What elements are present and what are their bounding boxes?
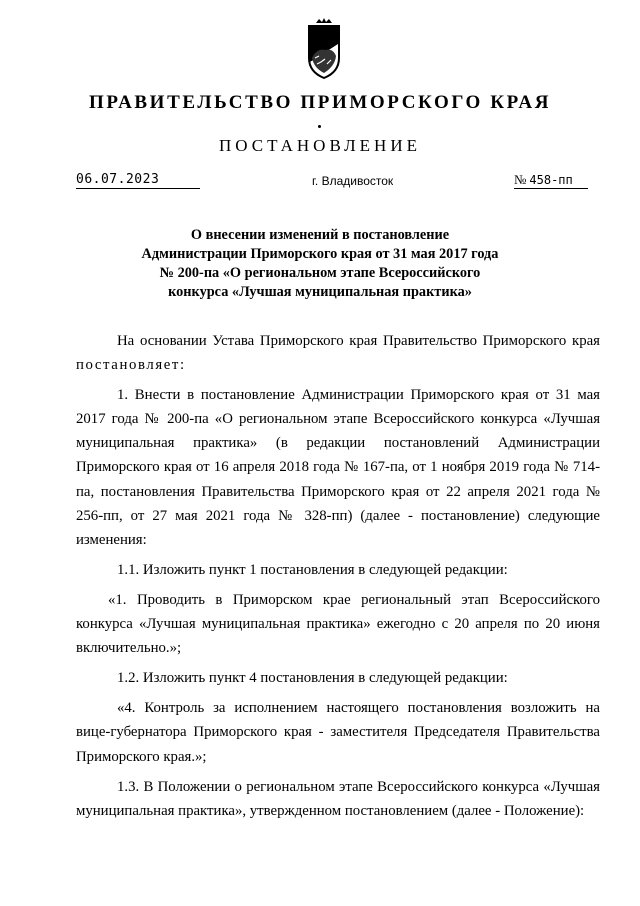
paragraph-1-1: 1.1. Изложить пункт 1 постановления в следующей редакции: (117, 561, 508, 578)
paragraph-1-3: 1.3. В Положении о региональном этапе Всероссийского конкурса «Лучшая муниципальная практика», утвержденном постановлением (далее - Положение): (76, 778, 600, 819)
separator-dot (318, 125, 321, 128)
intro-paragraph (76, 329, 600, 377)
document-date (76, 172, 200, 189)
intro-text: На основании Устава Приморского края Правительство Приморского края (117, 333, 600, 349)
number-prefix: № (514, 172, 527, 187)
paragraph-1-2-text: «4. Контроль за исполнением настоящего постановления возложить на вице-губернатора Приморского края - заместителя Председателя Правительства Приморского края.»; (76, 700, 600, 765)
document-date-value: 06.07.2023 (76, 172, 160, 187)
coat-of-arms-tiger-icon (305, 18, 343, 80)
paragraph-1: 1. Внести в постановление Администрации Приморского края от 31 мая 2017 года № 200-па «О региональном этапе Всероссийского конкурса «Лучшая муниципальная практика» (в редакции постановлений Администрации Приморского края от 16 апреля 2018 года № 167-па, от 1 ноября 2019 года № 714-па, постановления Правительства Приморского края от 22 апреля 2021 года № 256-пп, от 27 мая 2021 года № 328-пп) (далее - постановление) следующие изменения: (76, 387, 600, 548)
number-value: 458-пп (529, 173, 573, 187)
document-number (514, 172, 588, 189)
subject-line: № 200-па «О региональном этапе Всероссийского (159, 265, 481, 281)
government-title: ПРАВИТЕЛЬСТВО ПРИМОРСКОГО КРАЯ (88, 92, 552, 113)
subject-line: О внесении изменений в постановление (190, 227, 450, 243)
subject-line: Администрации Приморского края от 31 мая 2017 года (141, 246, 499, 262)
document-type: ПОСТАНОВЛЕНИЕ (218, 136, 421, 155)
paragraph-1-2: 1.2. Изложить пункт 4 постановления в следующей редакции: (117, 670, 508, 687)
paragraph-1-1-text: «1. Проводить в Приморском крае региональный этап Всероссийского конкурса «Лучшая муниципальная практика» ежегодно с 20 апреля по 20 июня включительно.»; (76, 591, 600, 657)
document-subject (100, 226, 540, 302)
subject-line: конкурса «Лучшая муниципальная практика» (168, 284, 472, 300)
document-city: г. Владивосток (312, 174, 394, 188)
intro-verb: постановляет: (76, 357, 186, 374)
document-body (76, 329, 600, 823)
